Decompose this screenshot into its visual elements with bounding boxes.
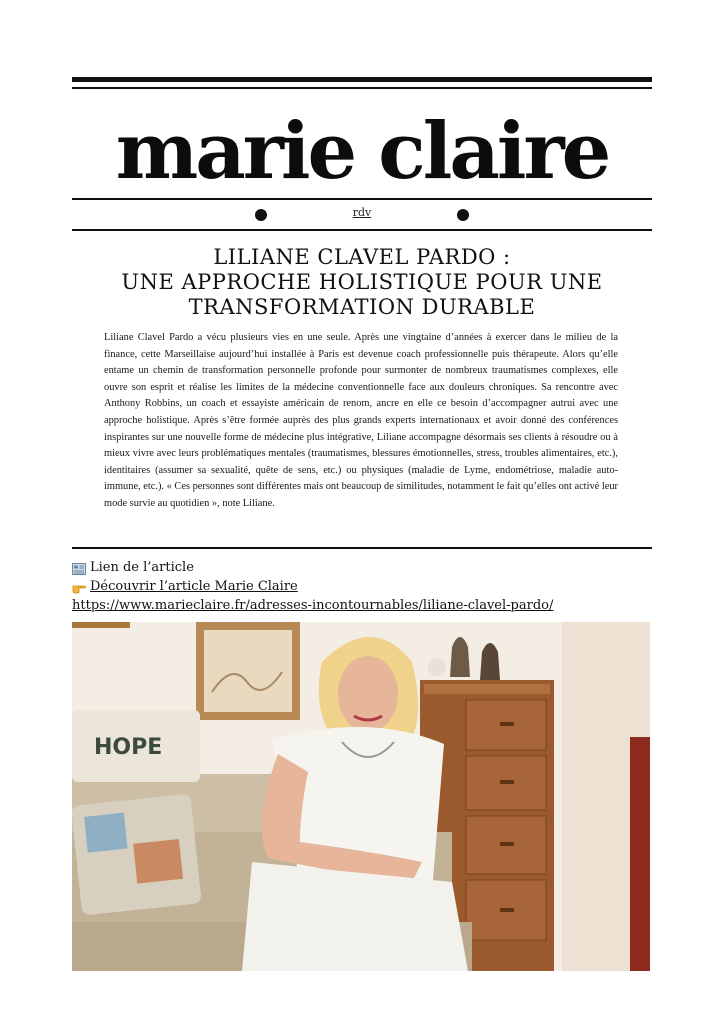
logo: marie claire [115, 106, 609, 197]
portrait-photo [72, 622, 650, 971]
article-link-label: Lien de l’article [90, 560, 194, 575]
article-links [72, 558, 652, 615]
discover-link-row [72, 577, 652, 596]
left-dot [255, 209, 267, 221]
newspaper-icon [72, 562, 86, 574]
article-link-row [72, 558, 652, 577]
article-body: Liliane Clavel Pardo a vécu plusieurs vies en une seule. Après une vingtaine d’années à exercer dans le milieu de la finance, cette Marseillaise aujourd’hui installée à Paris est devenue coach professionnelle puis thérapeute. Alors qu’elle entame un chemin de transformation personnelle profonde pour surmonter de nombreux traumatismes complexes, elle ouvre son esprit et réalise les limites de la médecine conventionnelle face aux douleurs chroniques. Sa rencontre avec Anthony Robbins, un coach et essayiste américain de renom, ancre en elle ce besoin d’accompagner autrui avec une approche holistique. Après s’être formée auprès des plus grands experts internationaux et avoir donné des conférences inspirantes sur une nouvelle forme de médecine plus intégrative, Liliane accompagne désormais ses clients à résoudre ou à mieux vivre avec leurs problématiques mentales (traumatismes, blessures émotionnelles, stress, troubles alimentaires, etc.), identitaires (assumer sa sexualité, quête de sens, etc.) ou physiques (maladie de Lyme, endométriose, maladie auto-immune, etc.). « Ces personnes sont différentes mais ont beaucoup de similitudes, notamment le fait qu’elles ont activé leur mode survie au quotidien », note Liliane. [104, 332, 619, 509]
pointing-hand-icon [72, 581, 86, 593]
masthead-rule-lower [72, 229, 652, 231]
body-bottom-rule [72, 547, 652, 549]
url-row [72, 596, 652, 615]
headline-line-1: LILIANE CLAVEL PARDO : [213, 245, 511, 269]
discover-article-link[interactable]: Découvrir l’article Marie Claire [90, 579, 298, 594]
section-label[interactable]: rdv [352, 206, 372, 219]
masthead-rule-upper [72, 198, 652, 200]
top-rule-thin [72, 87, 652, 89]
headline-line-3: TRANSFORMATION DURABLE [188, 295, 536, 319]
article-url-link[interactable]: https://www.marieclaire.fr/adresses-incontournables/liliane-clavel-pardo/ [72, 598, 554, 613]
chair [630, 737, 650, 971]
top-rule-thick [72, 77, 652, 82]
pillow-text: HOPE [94, 735, 163, 760]
headline-line-2: UNE APPROCHE HOLISTIQUE POUR UNE [121, 270, 603, 294]
frame-top-left [72, 622, 130, 628]
right-dot [457, 209, 469, 221]
article-headline [72, 245, 652, 320]
